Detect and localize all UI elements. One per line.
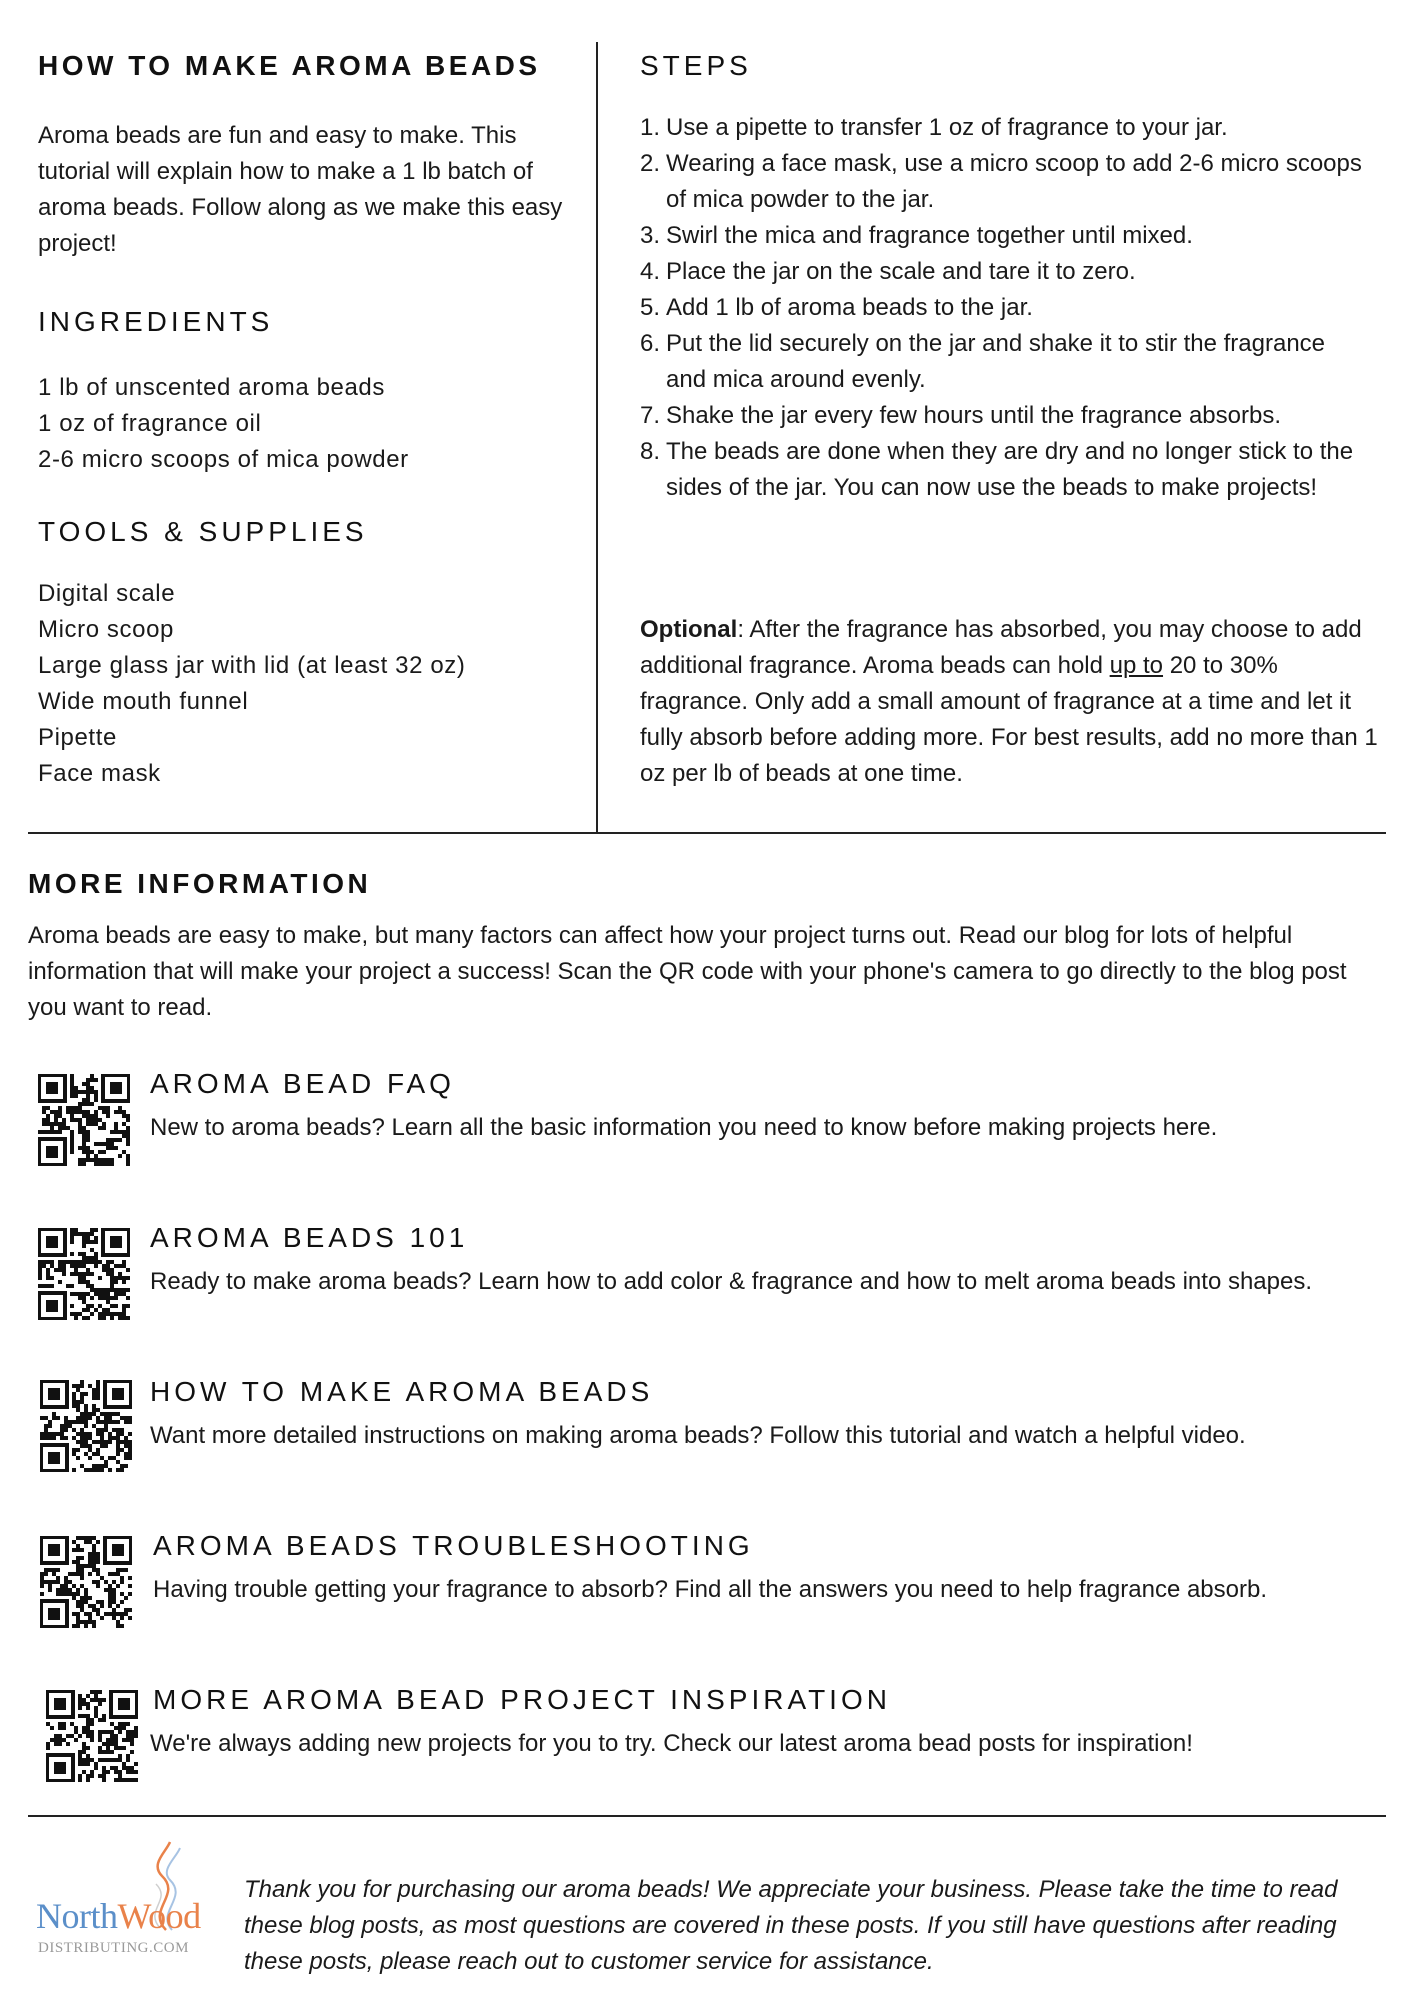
tool-item: Large glass jar with lid (at least 32 oz): [38, 652, 466, 679]
step-item: 6. Put the lid securely on the jar and shake it to stir the fragrance and mica around evenly.: [640, 330, 1326, 393]
resource-desc: New to aroma beads? Learn all the basic information you need to know before making projects here.: [150, 1114, 1218, 1141]
resource-title[interactable]: AROMA BEAD FAQ: [150, 1068, 455, 1099]
ingredient-item: 1 lb of unscented aroma beads: [38, 374, 385, 401]
qr-code-icon[interactable]: [40, 1380, 132, 1472]
step-item: 7. Shake the jar every few hours until the fragrance absorbs.: [640, 402, 1281, 429]
footer-divider: [28, 1815, 1386, 1817]
resource-desc: Ready to make aroma beads? Learn how to add color & fragrance and how to melt aroma beads into shapes.: [150, 1268, 1313, 1295]
step-item: 2. Wearing a face mask, use a micro scoop to add 2-6 micro scoops of mica powder to the jar.: [640, 150, 1362, 213]
logo-wood: Wood: [117, 1896, 201, 1936]
qr-code-icon[interactable]: [46, 1690, 138, 1782]
ingredients-heading: INGREDIENTS: [38, 306, 274, 337]
tool-item: Face mask: [38, 760, 161, 787]
tool-item: Pipette: [38, 724, 117, 751]
step-item: 4. Place the jar on the scale and tare it to zero.: [640, 258, 1136, 285]
steps-heading: STEPS: [640, 50, 752, 81]
logo-north: North: [36, 1896, 118, 1936]
footer-message: Thank you for purchasing our aroma beads! We appreciate your business. Please take the time to read these blog posts, as most questions are covered in these posts. If you still have questions after reading these posts, please reach out to customer service for assistance.: [244, 1876, 1338, 1975]
qr-code-icon[interactable]: [40, 1536, 132, 1628]
step-item: 1. Use a pipette to transfer 1 oz of fragrance to your jar.: [640, 114, 1228, 141]
step-item: 5. Add 1 lb of aroma beads to the jar.: [640, 294, 1033, 321]
qr-code-icon[interactable]: [38, 1074, 130, 1166]
ingredient-item: 2-6 micro scoops of mica powder: [38, 446, 409, 473]
resource-title[interactable]: AROMA BEADS TROUBLESHOOTING: [153, 1530, 754, 1561]
column-divider: [596, 42, 598, 832]
ingredients-list: [38, 370, 409, 478]
resource-title[interactable]: HOW TO MAKE AROMA BEADS: [150, 1376, 654, 1407]
ingredient-item: 1 oz of fragrance oil: [38, 410, 262, 437]
more-info-text: Aroma beads are easy to make, but many factors can affect how your project turns out. Read our blog for lots of helpful information that will make your project a success! Scan the QR code with your phone's camera to go directly to the blog post you want to read.: [28, 922, 1347, 1021]
tools-list: [38, 576, 465, 792]
resource-desc: Having trouble getting your fragrance to absorb? Find all the answers you need to help fragrance absorb.: [153, 1576, 1268, 1603]
resource-title[interactable]: MORE AROMA BEAD PROJECT INSPIRATION: [153, 1684, 891, 1715]
northwood-logo: [36, 1840, 206, 1980]
tools-heading: TOOLS & SUPPLIES: [38, 516, 368, 547]
page-title: HOW TO MAKE AROMA BEADS: [38, 50, 541, 81]
resource-desc: We're always adding new projects for you to try. Check our latest aroma bead posts for inspiration!: [150, 1730, 1193, 1757]
more-info-heading: MORE INFORMATION: [28, 868, 372, 899]
tool-item: Wide mouth funnel: [38, 688, 249, 715]
optional-note: Optional: After the fragrance has absorbed, you may choose to add additional fragrance. Aroma beads can hold up to 20 to 30% fragrance. Only add a small amount of fragrance at a time and let it fully absorb before adding more. For best results, add no more than 1 oz per lb of beads at one time.: [640, 616, 1378, 787]
steps-list: [640, 110, 1370, 506]
step-item: 8. The beads are done when they are dry and no longer stick to the sides of the jar. You can now use the beads to make projects!: [640, 438, 1354, 501]
tool-item: Micro scoop: [38, 616, 174, 643]
resource-title[interactable]: AROMA BEADS 101: [150, 1222, 469, 1253]
qr-code-icon[interactable]: [38, 1228, 130, 1320]
intro-text: Aroma beads are fun and easy to make. This tutorial will explain how to make a 1 lb batch of aroma beads. Follow along as we make this easy project!: [38, 122, 563, 257]
section-divider: [28, 832, 1386, 834]
step-item: 3. Swirl the mica and fragrance together until mixed.: [640, 222, 1193, 249]
logo-subtitle: DISTRIBUTING.COM: [38, 1940, 189, 1956]
tool-item: Digital scale: [38, 580, 176, 607]
resource-desc: Want more detailed instructions on making aroma beads? Follow this tutorial and watch a helpful video.: [150, 1422, 1246, 1449]
